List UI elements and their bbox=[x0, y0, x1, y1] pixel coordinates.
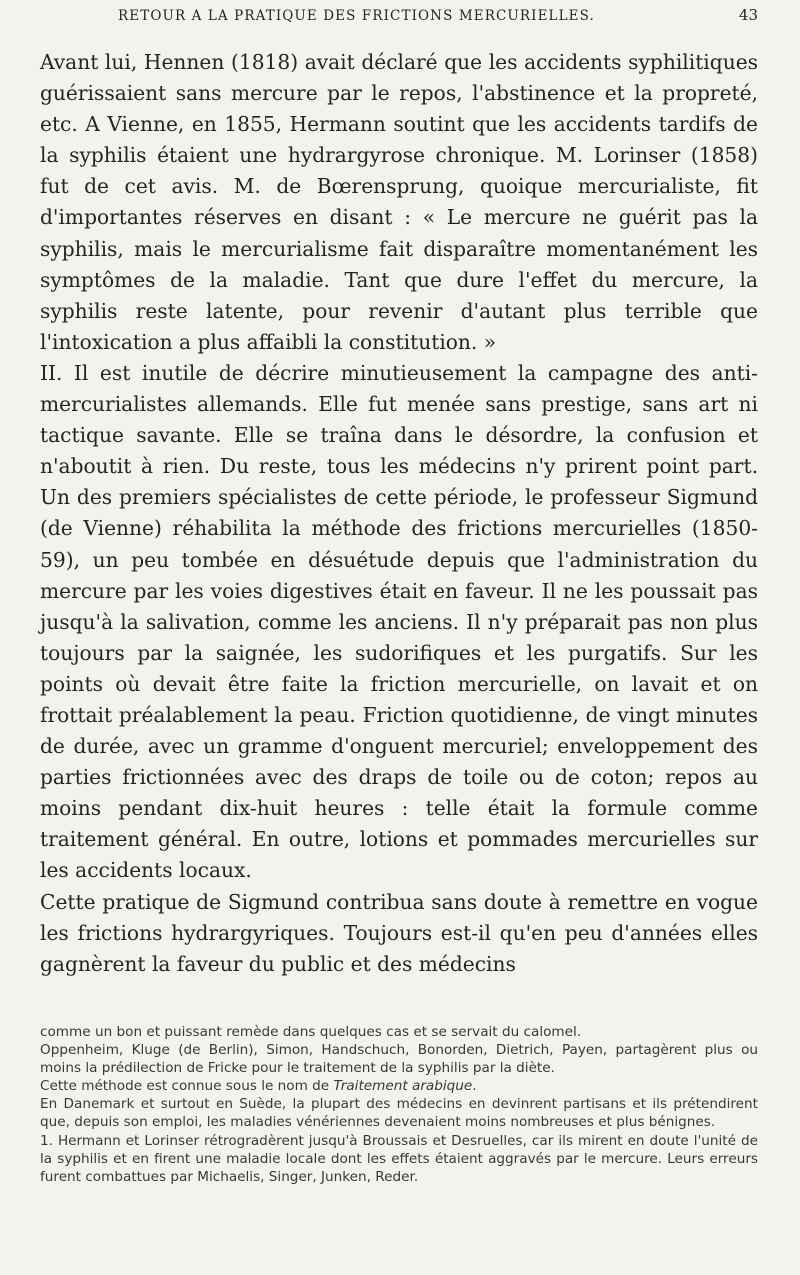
footnote-methode-end: . bbox=[472, 1078, 477, 1095]
body-text bbox=[40, 47, 758, 980]
running-title: RETOUR A LA PRATIQUE DES FRICTIONS MERCURIELLES. bbox=[118, 8, 595, 24]
footnote-continuation: comme un bon et puissant remède dans quelques cas et se servait du calomel. bbox=[40, 1024, 582, 1040]
footnotes bbox=[40, 1023, 758, 1186]
footnote-hermann: 1. Hermann et Lorinser rétrogradèrent jusqu'à Broussais et Desruelles, car ils mirent en doute l'unité de la syphilis et en firent une maladie locale dont les effets étaient aggravés par le mercure. Leurs erreurs furent combattues par Michaelis, Singer, Junken, Reder. bbox=[40, 1132, 758, 1185]
running-head bbox=[118, 6, 758, 24]
paragraph-campagne: II. Il est inutile de décrire minutieusement la campagne des anti-mercurialistes allemands. Elle fut menée sans prestige, sans art ni tactique savante. Elle se traîna dans le désordre, la confusion et n'aboutit à rien. Du reste, tous les médecins n'y prirent point part. Un des premiers spécialistes de cette période, le professeur Sigmund (de Vienne) réhabilita la méthode des frictions mercurielles (1850-59), un peu tombée en désuétude depuis que l'administration du mercure par les voies digestives était en faveur. Il ne les poussait pas jusqu'à la salivation, comme les anciens. Il n'y préparait pas non plus toujours par la saignée, les sudorifiques et les purgatifs. Sur les points où devait être faite la friction mercurielle, on lavait et on frottait préalablement la peau. Friction quotidienne, de vingt minutes de durée, avec un gramme d'onguent mercuriel; enveloppement des parties frictionnées avec des draps de toile ou de coton; repos au moins pendant dix-huit heures : telle était la formule comme traitement général. En outre, lotions et pommades mercurielles sur les accidents locaux. bbox=[40, 360, 758, 883]
footnote-danemark: En Danemark et surtout en Suède, la plupart des médecins en devinrent partisans et ils prétendirent que, depuis son emploi, les maladies vénériennes devenaient moins nombreuses et plus bénignes. bbox=[40, 1096, 758, 1131]
footnote-methode bbox=[40, 1077, 758, 1095]
page-number: 43 bbox=[738, 6, 758, 24]
paragraph-sigmund: Cette pratique de Sigmund contribua sans doute à remettre en vogue les frictions hydrargyriques. Toujours est-il qu'en peu d'années elles gagnèrent la faveur du public et des médecins bbox=[40, 889, 758, 976]
paragraph-hennen: Avant lui, Hennen (1818) avait déclaré que les accidents syphilitiques guérissaient sans mercure par le repos, l'abstinence et la propreté, etc. A Vienne, en 1855, Hermann soutint que les accidents tardifs de la syphilis étaient une hydrargyrose chronique. M. Lorinser (1858) fut de cet avis. M. de Bœrensprung, quoique mercurialiste, fit d'importantes réserves en disant : « Le mercure ne guérit pas la syphilis, mais le mercurialisme fait disparaître momentanément les symptômes de la maladie. Tant que dure l'effet du mercure, la syphilis reste latente, pour revenir d'autant plus terrible que l'intoxication a plus affaibli la constitution. » bbox=[40, 50, 758, 354]
footnote-methode-term: Traitement arabique bbox=[333, 1078, 473, 1095]
footnote-methode-text: Cette méthode est connue sous le nom de bbox=[40, 1078, 334, 1095]
footnote-diete: Oppenheim, Kluge (de Berlin), Simon, Handschuch, Bonorden, Dietrich, Payen, partagèrent plus ou moins la prédilection de Fricke pour le traitement de la syphilis par la diète. bbox=[40, 1042, 758, 1077]
